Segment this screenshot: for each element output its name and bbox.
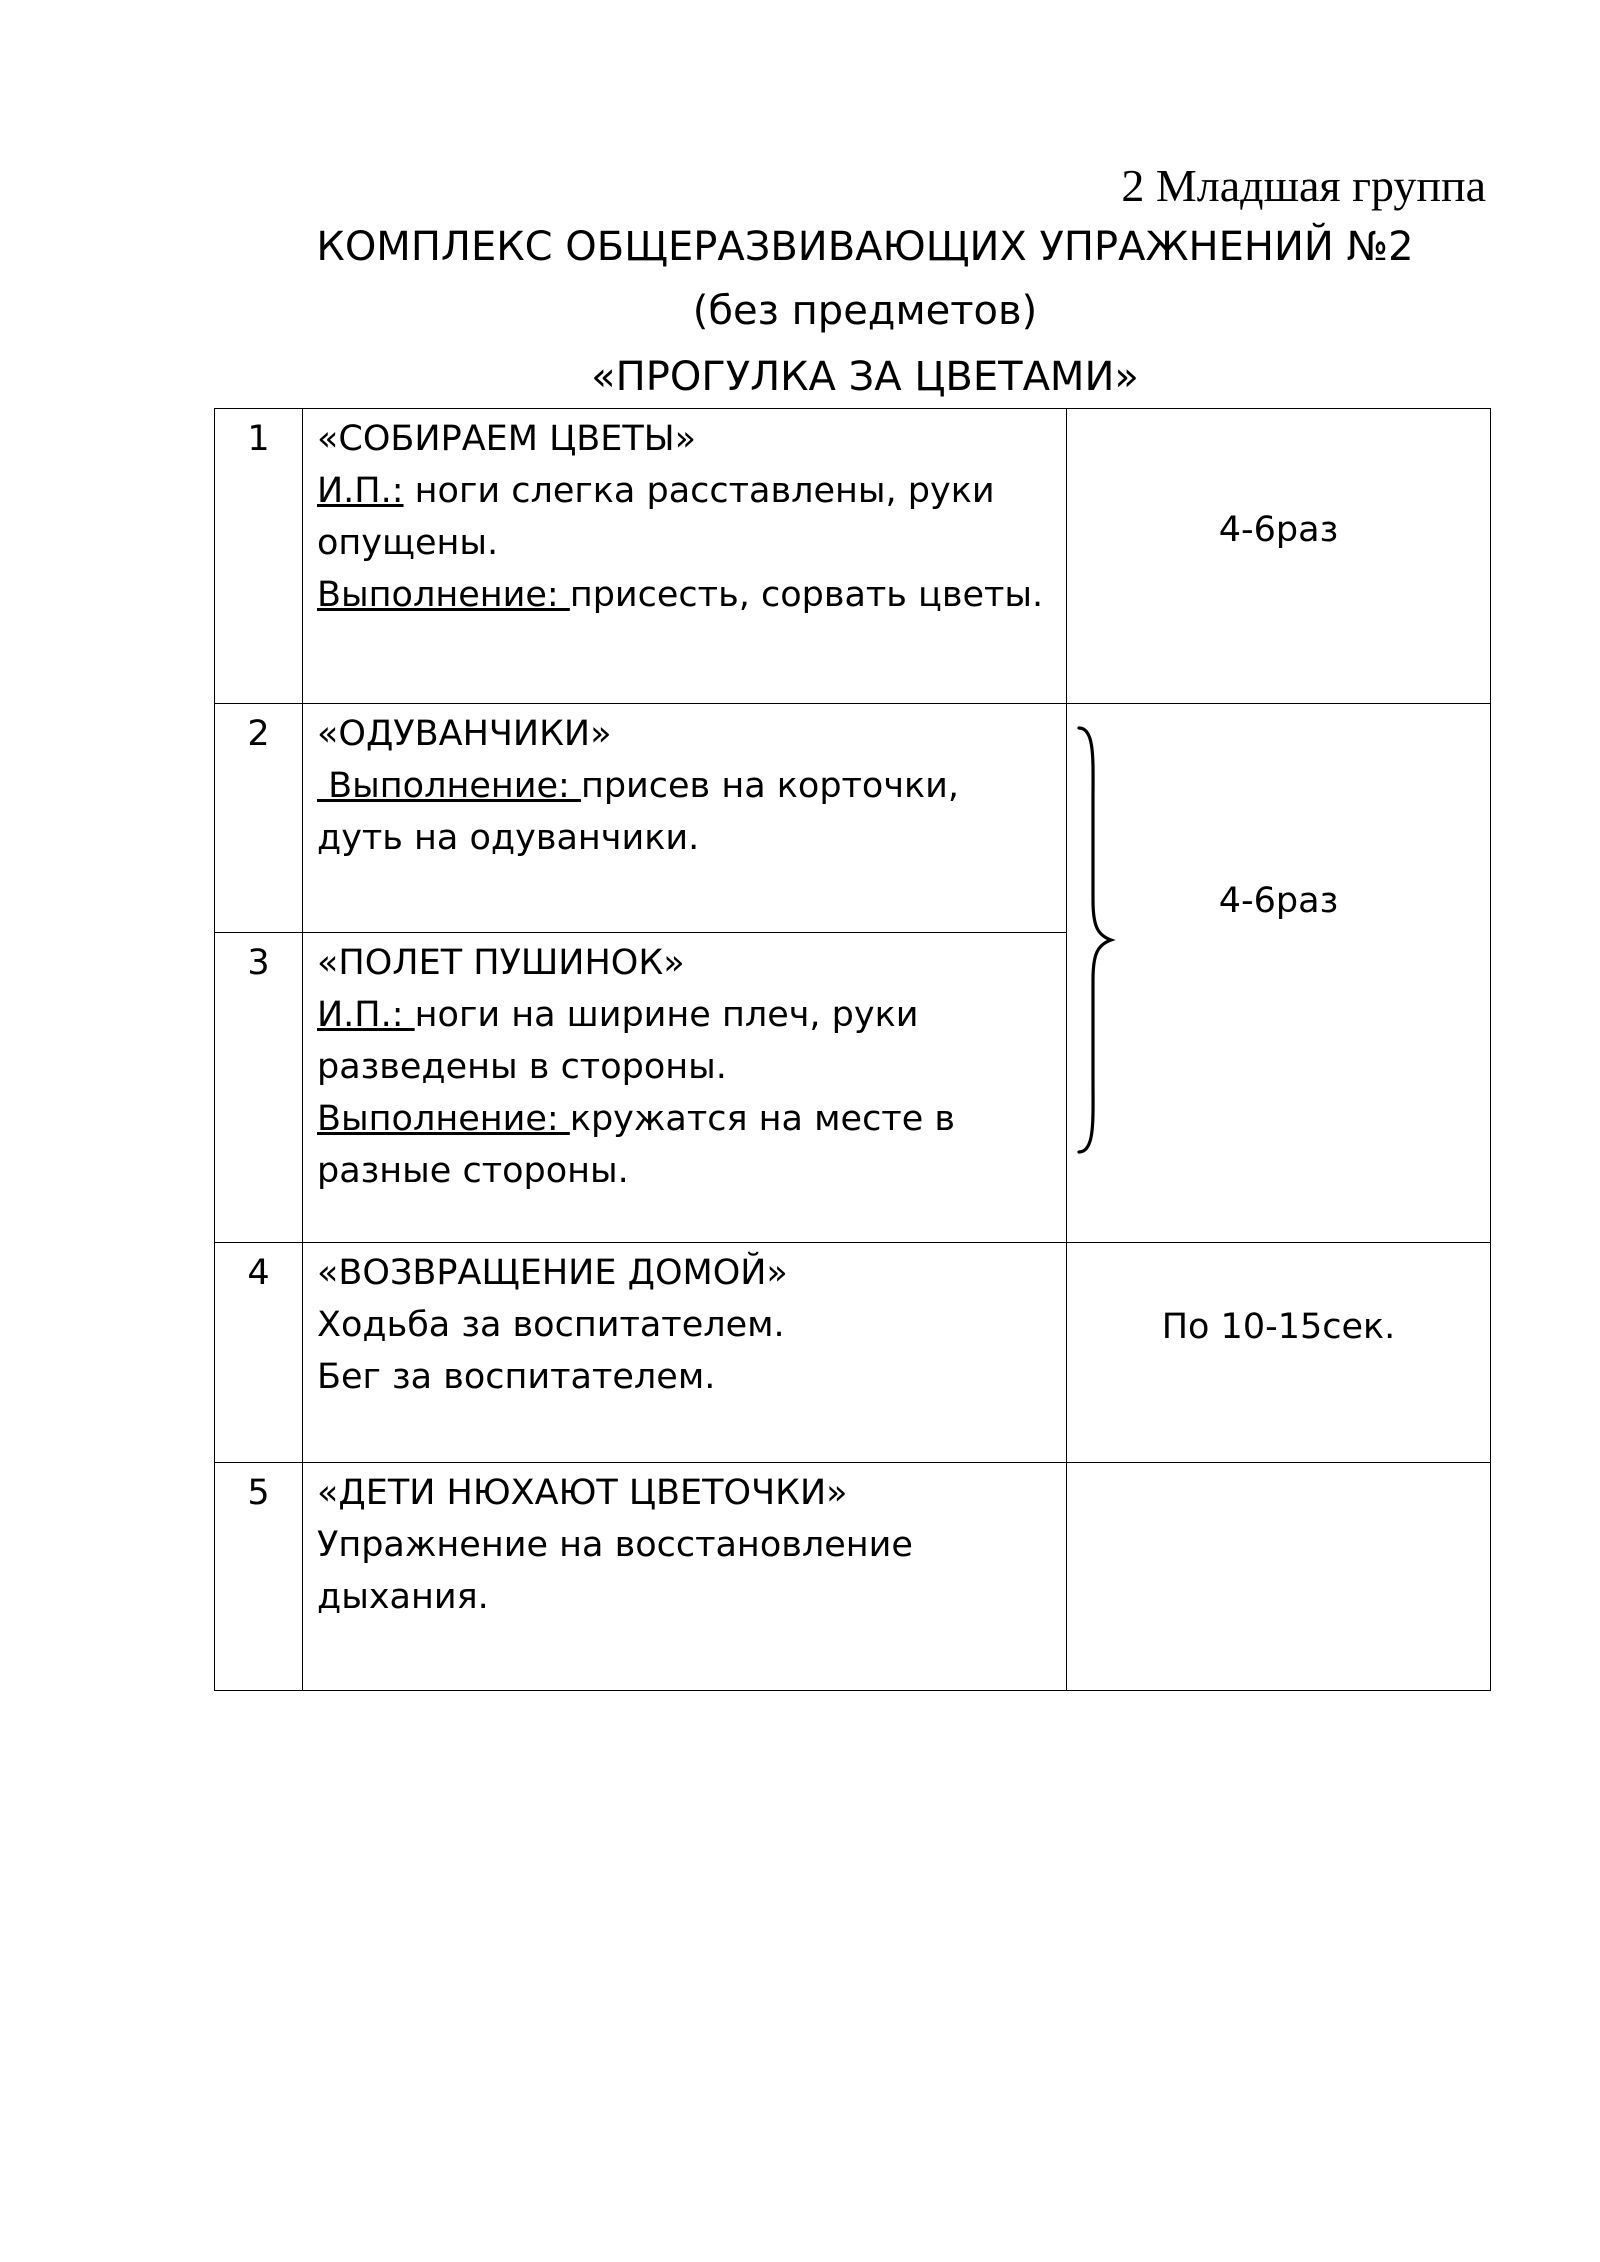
table-row bbox=[215, 1243, 1491, 1463]
exercise-line: Упражнение на восстановление bbox=[317, 1525, 913, 1565]
start-position bbox=[317, 989, 1056, 1041]
start-position-text: ноги на ширине плеч, руки bbox=[414, 995, 919, 1035]
exercise-name: «ВОЗВРАЩЕНИЕ ДОМОЙ» bbox=[317, 1253, 788, 1293]
exercise-line: дыхания. bbox=[317, 1577, 489, 1617]
exercise-description bbox=[303, 409, 1067, 704]
exercise-number: 5 bbox=[215, 1463, 303, 1691]
start-position-text-cont: разведены в стороны. bbox=[317, 1047, 727, 1087]
exercise-name: «ПОЛЕТ ПУШИНОК» bbox=[317, 943, 685, 983]
exercise-description bbox=[303, 933, 1067, 1243]
dosage: По 10-15сек. bbox=[1161, 1306, 1396, 1347]
brace-icon bbox=[1075, 720, 1125, 1160]
start-position bbox=[317, 465, 1056, 517]
complex-title: КОМПЛЕКС ОБЩЕРАЗВИВАЮЩИХ УПРАЖНЕНИЙ №2 bbox=[316, 224, 1414, 270]
table-row bbox=[215, 1463, 1491, 1691]
dosage-cell bbox=[1067, 1243, 1491, 1463]
exercise-name: «ОДУВАНЧИКИ» bbox=[317, 714, 612, 754]
exercise-description bbox=[303, 1243, 1067, 1463]
exercise-table bbox=[214, 408, 1491, 1691]
complex-subtitle: (без предметов) bbox=[692, 288, 1038, 334]
group-label: 2 Младшая группа bbox=[1121, 160, 1486, 211]
dosage-cell bbox=[1067, 409, 1491, 704]
exercise-line: Бег за воспитателем. bbox=[317, 1357, 716, 1397]
dosage-cell-shared bbox=[1067, 704, 1491, 1243]
execution-text: присев на корточки, bbox=[580, 766, 960, 806]
execution bbox=[317, 569, 1056, 621]
dosage: 4-6раз bbox=[1218, 881, 1339, 921]
complex-name: «ПРОГУЛКА ЗА ЦВЕТАМИ» bbox=[591, 354, 1139, 400]
exercise-number: 1 bbox=[215, 409, 303, 704]
execution-label: Выполнение: bbox=[317, 1099, 570, 1139]
execution bbox=[317, 1093, 1056, 1145]
dosage-cell bbox=[1067, 1463, 1491, 1691]
exercise-line: Ходьба за воспитателем. bbox=[317, 1305, 785, 1345]
start-position-text-cont: опущены. bbox=[317, 523, 499, 563]
start-position-label: И.П.: bbox=[317, 471, 404, 511]
execution bbox=[317, 760, 1056, 812]
start-position-label: И.П.: bbox=[317, 995, 415, 1035]
execution-label: Выполнение: bbox=[317, 575, 570, 615]
table-row bbox=[215, 704, 1491, 933]
dosage: 4-6раз bbox=[1218, 510, 1339, 550]
exercise-number: 4 bbox=[215, 1243, 303, 1463]
execution-label: Выполнение: bbox=[317, 766, 581, 806]
execution-text-cont: дуть на одуванчики. bbox=[317, 818, 700, 858]
exercise-name: «СОБИРАЕМ ЦВЕТЫ» bbox=[317, 419, 697, 459]
execution-text: присесть, сорвать цветы. bbox=[569, 575, 1044, 615]
start-position-text: ноги слегка расставлены, руки bbox=[403, 471, 995, 511]
exercise-name: «ДЕТИ НЮХАЮТ ЦВЕТОЧКИ» bbox=[317, 1473, 848, 1513]
exercise-description bbox=[303, 704, 1067, 933]
execution-text: кружатся на месте в bbox=[569, 1099, 955, 1139]
exercise-number: 2 bbox=[215, 704, 303, 933]
exercise-number: 3 bbox=[215, 933, 303, 1243]
exercise-description bbox=[303, 1463, 1067, 1691]
execution-text-cont: разные стороны. bbox=[317, 1151, 629, 1191]
table-row bbox=[215, 409, 1491, 704]
